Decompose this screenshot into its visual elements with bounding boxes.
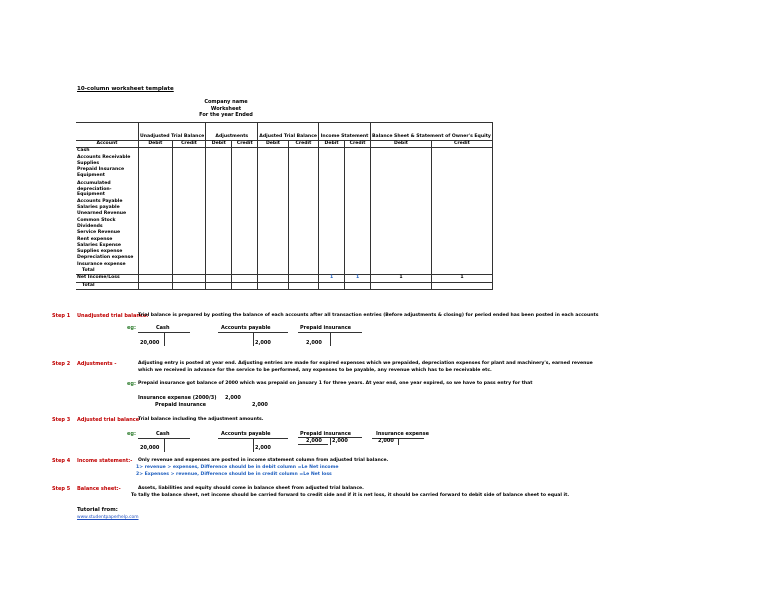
worksheet-table	[76, 122, 493, 290]
amount-cell[interactable]	[172, 268, 206, 275]
amount-cell[interactable]	[371, 268, 432, 275]
step2-number: Step 2	[52, 361, 71, 367]
step4-text-3: 2> Expenses > revenue, Difference should be in credit column =Le Net loss	[136, 472, 332, 477]
step4-text-1: Only revenue and expenses are posted in income statement column from adjusted trial balance.	[138, 458, 389, 463]
amount-cell[interactable]	[288, 148, 318, 155]
t3-cash-title: Cash	[156, 431, 170, 437]
amount-cell[interactable]	[288, 268, 318, 275]
account-name: Supplies	[76, 161, 139, 167]
account-name: Total	[76, 268, 139, 275]
amount-cell[interactable]	[345, 148, 371, 155]
debit-header: Debit	[206, 141, 232, 148]
worksheet-heading	[186, 99, 266, 119]
t3-ap-value: 2,000	[255, 445, 271, 451]
net-income-value: 1	[431, 275, 492, 282]
t-cash-value: 20,000	[140, 340, 160, 346]
account-name: Salaries payable	[76, 205, 139, 211]
group-adjustments: Adjustments	[206, 123, 258, 141]
amount-cell[interactable]	[371, 148, 432, 155]
amount-cell[interactable]	[206, 148, 232, 155]
step1-number: Step 1	[52, 313, 71, 319]
credit-header: Credit	[288, 141, 318, 148]
credit-header: Credit	[172, 141, 206, 148]
net-income-value: 1	[319, 275, 345, 282]
t3-pi-debit: 2,000	[306, 438, 322, 444]
t3-ie-value: 2,000	[378, 438, 394, 444]
amount-cell[interactable]	[319, 180, 345, 199]
amount-cell[interactable]	[319, 268, 345, 275]
amount-cell[interactable]	[319, 148, 345, 155]
account-name: Service Revenue	[76, 230, 139, 236]
account-name: Depreciation expense	[76, 255, 139, 261]
step5-name: Balance sheet:-	[77, 486, 121, 492]
account-header: Account	[76, 141, 139, 148]
group-unadjusted: Unadjusted Trial Balance	[139, 123, 206, 141]
step5-number: Step 5	[52, 486, 71, 492]
t3-pi-credit: 2,000	[332, 438, 348, 444]
account-name: Supplies expense	[76, 249, 139, 255]
account-header-cell	[76, 123, 139, 141]
debit-header: Debit	[319, 141, 345, 148]
amount-cell[interactable]	[258, 268, 288, 275]
amount-cell[interactable]	[172, 148, 206, 155]
account-name: Prepaid Insurance	[76, 167, 139, 173]
t-ap-value: 2,000	[255, 340, 271, 346]
step4-number: Step 4	[52, 458, 71, 464]
net-income-value: 1	[371, 275, 432, 282]
amount-cell[interactable]	[139, 148, 173, 155]
account-name: Insurance expense	[76, 262, 139, 268]
step3-number: Step 3	[52, 417, 71, 423]
example2-amount-credit: 2,000	[252, 402, 268, 408]
debit-header: Debit	[371, 141, 432, 148]
account-name: Accounts Receivable	[76, 155, 139, 161]
step1-name: Unadjusted trial balance:	[77, 313, 149, 319]
t-pi-title: Prepaid insurance	[300, 325, 352, 331]
amount-cell[interactable]	[345, 180, 371, 199]
eg-label: eg:	[127, 431, 136, 437]
example2-amount-debit: 2,000	[225, 395, 241, 401]
account-name: Common Stock	[76, 218, 139, 224]
credit-header: Credit	[431, 141, 492, 148]
credit-header: Credit	[232, 141, 258, 148]
step5-text-1: Assets, liabilities and equity should come in balance sheet from adjusted trial balance.	[138, 486, 364, 491]
amount-cell[interactable]	[232, 180, 258, 199]
account-name: Dividends	[76, 224, 139, 230]
amount-cell[interactable]	[345, 268, 371, 275]
amount-cell[interactable]	[172, 180, 206, 199]
account-name: Salaries Expense	[76, 243, 139, 249]
step1-text: Trial balance is prepared by posting the balance of each accounts after all transaction entries (Before adjustments & closing) for period ended has been posted in each accounts	[138, 313, 599, 318]
tutorial-link[interactable]: www.studentpaperhelp.com	[77, 515, 139, 520]
t-pi-value: 2,000	[306, 340, 322, 346]
amount-cell[interactable]	[371, 180, 432, 199]
example2-entry-debit: Insurance expense (2000/3)	[138, 395, 217, 401]
account-name: Cash	[76, 148, 139, 155]
tutorial-label: Tutorial from:	[77, 507, 118, 513]
group-adjusted: Adjusted Trial Balance	[258, 123, 319, 141]
step4-text-2: 1> revenue > expenses, Difference should be in debit column =Le Net income	[136, 465, 339, 470]
step2-text-1: Adjusting entry is posted at year end. Adjusting entries are made for expired expenses which we prepaided, depreciation expenses for plant and machinery's, earned revenue	[138, 361, 593, 366]
t3-cash-value: 20,000	[140, 445, 160, 451]
amount-cell[interactable]	[431, 180, 492, 199]
amount-cell[interactable]	[258, 180, 288, 199]
amount-cell[interactable]	[431, 268, 492, 275]
account-name: Accounts Payable	[76, 199, 139, 205]
group-balance-sheet: Balance Sheet & Statement of Owner's Equity	[371, 123, 493, 141]
account-name: Equipment	[76, 173, 139, 179]
amount-cell[interactable]	[431, 148, 492, 155]
debit-header: Debit	[258, 141, 288, 148]
t3-pi-title: Prepaid insurance	[300, 431, 352, 437]
eg-label: eg:	[127, 381, 136, 387]
t-ap-title: Accounts payable	[221, 325, 271, 331]
step2-name: Adjustments -	[77, 361, 117, 367]
account-name: Unearned Revenue	[76, 211, 139, 217]
debit-header: Debit	[139, 141, 173, 148]
amount-cell[interactable]	[139, 180, 173, 199]
company-name: Company name	[204, 99, 248, 105]
amount-cell[interactable]	[232, 148, 258, 155]
example2-entry-credit: Prepaid insurance	[155, 402, 207, 408]
account-name: Rent expense	[76, 237, 139, 243]
amount-cell[interactable]	[139, 268, 173, 275]
net-income-label: Net Income/Loss	[76, 275, 139, 282]
page-title: 10-column worksheet template	[77, 86, 174, 92]
example2-text: Prepaid insurance got balance of 2000 which was prepaid on january 1 for three years. At year end, one year expired, so we have to pass entry for that	[138, 381, 533, 386]
amount-cell[interactable]	[258, 148, 288, 155]
amount-cell[interactable]	[206, 268, 232, 275]
t3-ap-title: Accounts payable	[221, 431, 271, 437]
worksheet-label: Worksheet	[210, 105, 242, 112]
step5-text-2: To tally the balance sheet, net income should be carried forward to credit side and if it is net loss, it should be carried forward to debit side of balance sheet to equal it.	[131, 493, 570, 498]
step3-name: Adjusted trial balance	[77, 417, 140, 423]
step2-text-2: which we received in advance for the service to be performed, any expenses to be payable, any revenue which has to be receivable etc.	[138, 368, 492, 373]
step3-text: Trial balance including the adjustment amounts.	[138, 417, 264, 422]
amount-cell[interactable]	[206, 180, 232, 199]
amount-cell[interactable]	[288, 180, 318, 199]
amount-cell[interactable]	[232, 268, 258, 275]
t3-ie-title: Insurance expense	[376, 431, 429, 437]
group-income-statement: Income Statement	[319, 123, 371, 141]
account-name: Accumulated depreciation-Equipment	[76, 180, 139, 199]
step4-name: Income statement:-	[77, 458, 133, 464]
t-cash-title: Cash	[156, 325, 170, 331]
period-label: For the year Ended	[199, 112, 253, 118]
net-income-value: 1	[345, 275, 371, 282]
eg-label: eg:	[127, 325, 136, 331]
total-label: Total	[76, 282, 139, 289]
credit-header: Credit	[345, 141, 371, 148]
